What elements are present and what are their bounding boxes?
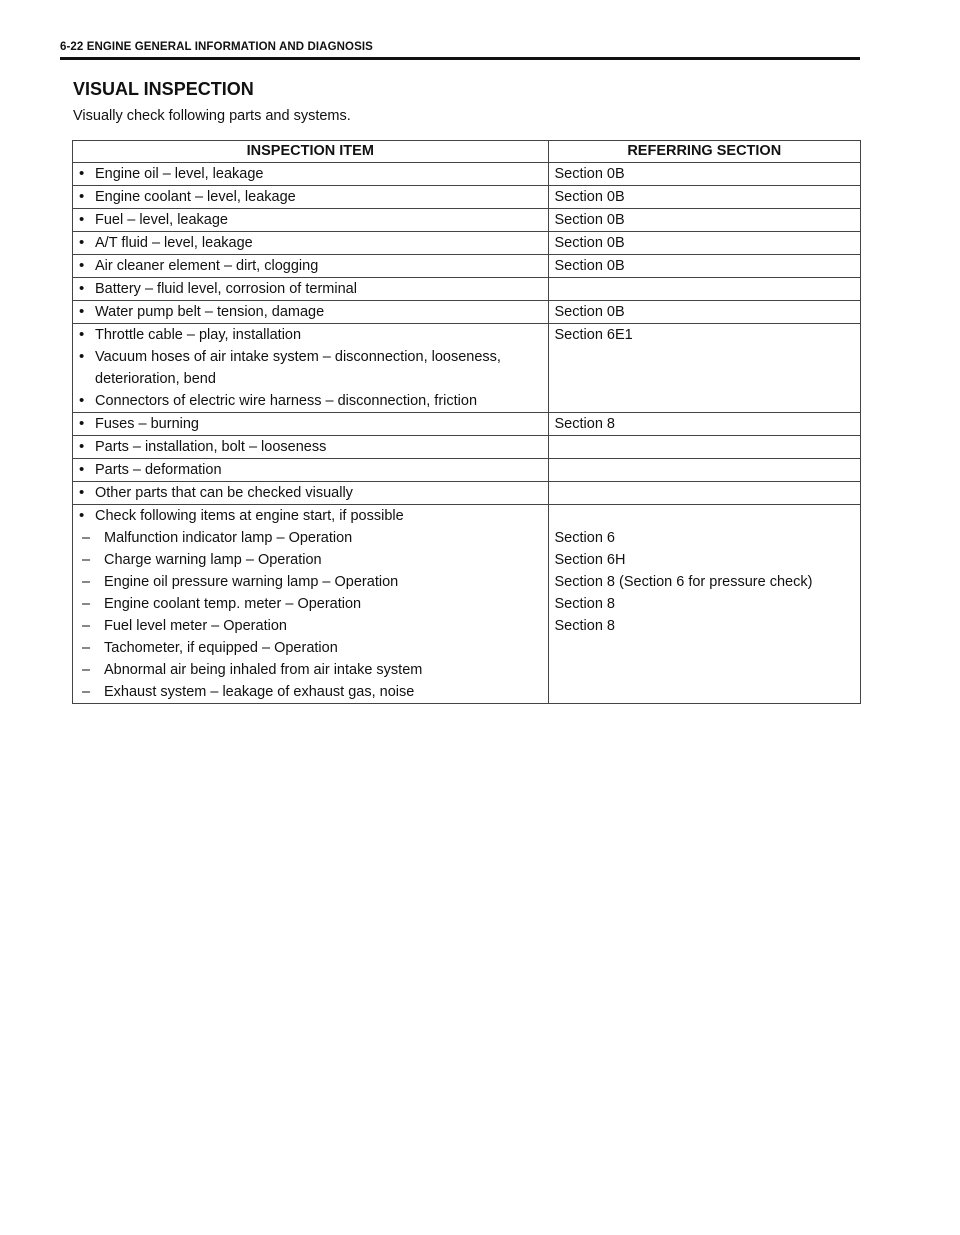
item-text: Other parts that can be checked visually [95,485,353,501]
table-row [73,301,861,324]
item-cell [73,459,549,482]
ref-text: Section 8 (Section 6 for pressure check) [554,574,813,590]
dash-icon: – [82,596,91,612]
bullet-icon: • [79,348,85,365]
ref-cell [548,232,860,255]
ref-cell [548,255,860,278]
ref-cell [548,278,860,301]
item-text-continuation: deterioration, bend [95,371,216,387]
ref-cell [548,186,860,209]
ref-text: Section 0B [554,258,625,274]
intro-text: Visually check following parts and systems. [73,108,351,124]
bullet-icon: • [79,303,85,320]
table-row [73,232,861,255]
table-row [73,278,861,301]
inspection-table [72,140,861,704]
item-text: Vacuum hoses of air intake system – disconnection, looseness, [95,349,501,365]
ref-cell [548,324,860,413]
bullet-icon: • [79,280,85,297]
sub-item-text: Engine coolant temp. meter – Operation [104,596,362,612]
item-text: Connectors of electric wire harness – disconnection, friction [95,393,478,409]
item-cell [73,301,549,324]
sub-item-text: Fuel level meter – Operation [104,618,287,634]
item-text: Parts – deformation [95,462,222,478]
ref-text: Section 0B [554,212,625,228]
ref-text: Section 8 [554,596,615,612]
ref-cell [548,459,860,482]
ref-cell [548,482,860,505]
table-row [73,209,861,232]
bullet-icon: • [79,415,85,432]
table-row [73,459,861,482]
ref-text: Section 6 [554,530,615,546]
item-text: Engine oil – level, leakage [95,166,264,182]
sub-item-text: Abnormal air being inhaled from air intake system [104,662,423,678]
table-row-group [73,324,861,413]
table-row [73,482,861,505]
table-row [73,413,861,436]
running-header: 6-22 ENGINE GENERAL INFORMATION AND DIAGNOSIS [60,41,373,53]
header-rule [60,57,860,60]
bullet-icon: • [79,438,85,455]
item-text: Battery – fluid level, corrosion of terminal [95,281,357,297]
ref-cell [548,209,860,232]
bullet-icon: • [79,461,85,478]
table-row [73,255,861,278]
ref-cell [548,436,860,459]
bullet-icon: • [79,165,85,182]
table-row-engine-start [73,505,861,704]
item-text: Water pump belt – tension, damage [95,304,325,320]
ref-text: Section 0B [554,304,625,320]
ref-cell [548,301,860,324]
item-text: Parts – installation, bolt – looseness [95,439,327,455]
item-text: Fuel – level, leakage [95,212,228,228]
bullet-icon: • [79,326,85,343]
dash-icon: – [82,552,91,568]
item-cell [73,324,549,413]
item-text: A/T fluid – level, leakage [95,235,253,251]
bullet-icon: • [79,188,85,205]
dash-icon: – [82,618,91,634]
dash-icon: – [82,530,91,546]
ref-cell [548,413,860,436]
ref-cell [548,163,860,186]
item-cell [73,163,549,186]
item-cell [73,186,549,209]
bullet-icon: • [79,257,85,274]
header-referring-section: REFERRING SECTION [548,141,860,163]
table-row [73,186,861,209]
sub-item-text: Engine oil pressure warning lamp – Operation [104,574,399,590]
table-row [73,163,861,186]
item-text: Throttle cable – play, installation [95,327,302,343]
item-text: Fuses – burning [95,416,199,432]
sub-item-text: Exhaust system – leakage of exhaust gas, noise [104,684,415,700]
sub-item-text: Charge warning lamp – Operation [104,552,322,568]
ref-text: Section 6H [554,552,626,568]
sub-item-text: Tachometer, if equipped – Operation [104,640,338,656]
bullet-icon: • [79,211,85,228]
item-cell [73,413,549,436]
ref-cell [548,505,860,704]
item-cell [73,436,549,459]
item-text: Engine coolant – level, leakage [95,189,296,205]
ref-text: Section 0B [554,189,625,205]
table-row [73,436,861,459]
item-cell [73,482,549,505]
section-title: VISUAL INSPECTION [73,79,254,99]
table-header-row [73,141,861,163]
item-cell [73,209,549,232]
dash-icon: – [82,662,91,678]
ref-text: Section 0B [554,166,625,182]
ref-text: Section 6E1 [554,327,633,343]
item-cell [73,232,549,255]
bullet-icon: • [79,392,85,409]
item-cell [73,505,549,704]
bullet-icon: • [79,234,85,251]
item-text: Air cleaner element – dirt, clogging [95,258,319,274]
ref-text: Section 0B [554,235,625,251]
item-text: Check following items at engine start, if possible [95,508,404,524]
dash-icon: – [82,684,91,700]
sub-item-text: Malfunction indicator lamp – Operation [104,530,353,546]
item-cell [73,278,549,301]
dash-icon: – [82,640,91,656]
ref-text: Section 8 [554,416,615,432]
dash-icon: – [82,574,91,590]
item-cell [73,255,549,278]
bullet-icon: • [79,507,85,524]
header-inspection-item: INSPECTION ITEM [73,141,549,163]
bullet-icon: • [79,484,85,501]
ref-text: Section 8 [554,618,615,634]
